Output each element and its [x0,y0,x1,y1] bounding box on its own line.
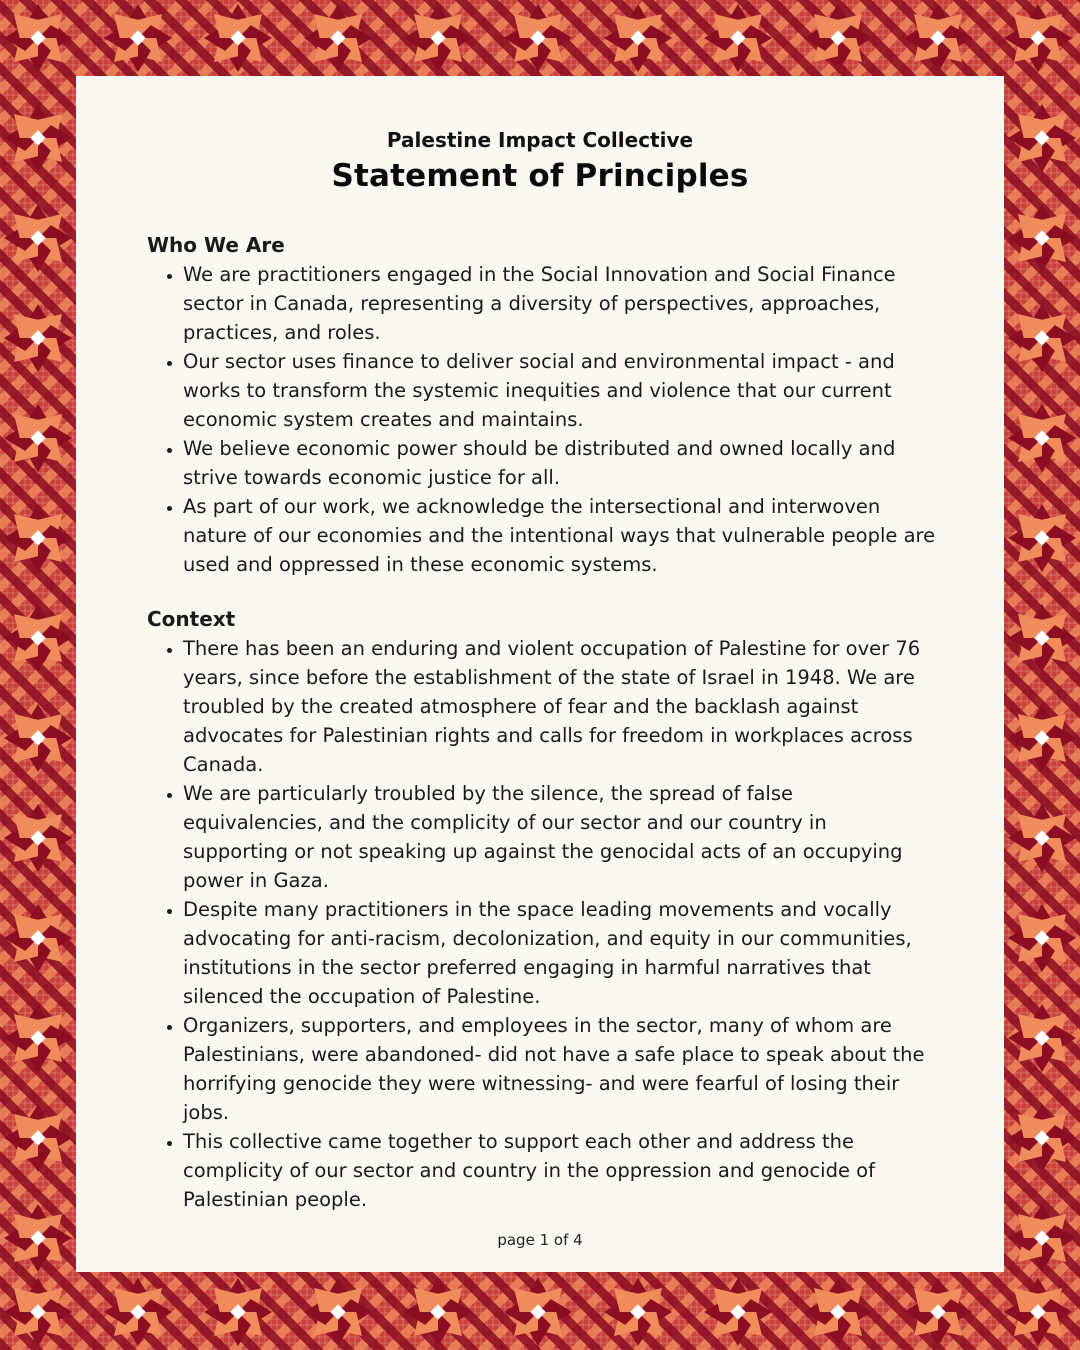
embroidery-star-icon [604,4,672,72]
embroidery-star-icon [1008,404,1076,472]
embroidery-star-icon [904,1278,972,1346]
document-page [76,76,1004,1272]
list-item: • We are practitioners engaged in the Social Innovation and Social Finance sector in Canada, representing a diversity of perspectives, approaches, practices, and roles. [183,260,937,347]
embroidery-star-icon [1008,804,1076,872]
embroidery-star-icon [1008,704,1076,772]
embroidery-star-icon [1008,304,1076,372]
embroidery-star-icon [1008,1004,1076,1072]
embroidery-star-icon [1008,104,1076,172]
embroidery-star-icon [4,604,72,672]
list-item: • We are particularly troubled by the silence, the spread of false equivalencies, and the complicity of our sector and our country in supporting or not speaking up against the genocidal acts of an occupying power in Gaza. [183,779,937,895]
list-item: • Our sector uses finance to deliver social and environmental impact - and works to transform the systemic inequities and violence that our current economic system creates and maintains. [183,347,937,434]
embroidery-star-icon [1008,604,1076,672]
embroidery-star-icon [1008,204,1076,272]
section-heading: Context [147,607,236,631]
embroidery-star-icon [1008,1204,1076,1272]
list-item: • Organizers, supporters, and employees in the sector, many of whom are Palestinians, were abandoned- did not have a safe place to speak about the horrifying genocide they were witnessing- and were fearful of losing their jobs. [183,1011,937,1127]
embroidery-star-icon [4,104,72,172]
document-header [76,128,1004,194]
embroidery-star-icon [1008,904,1076,972]
embroidery-star-icon [804,4,872,72]
embroidery-star-icon [1004,1278,1072,1346]
bullet-list [147,634,937,1214]
embroidery-star-icon [304,1278,372,1346]
embroidery-star-icon [4,904,72,972]
embroidery-star-icon [704,1278,772,1346]
page-title: Statement of Principles [331,158,749,194]
embroidery-star-icon [204,1278,272,1346]
embroidery-star-icon [404,1278,472,1346]
list-item: • Despite many practitioners in the space leading movements and vocally advocating for anti-racism, decolonization, and equity in our communities, institutions in the sector preferred engaging in harmful narratives that silenced the occupation of Palestine. [183,895,937,1011]
list-item: • As part of our work, we acknowledge the intersectional and interwoven nature of our economies and the intentional ways that vulnerable people are used and oppressed in these economic systems. [183,492,937,579]
embroidery-star-icon [4,1104,72,1172]
embroidery-star-icon [4,704,72,772]
page-number: page 1 of 4 [497,1231,583,1249]
embroidery-star-icon [4,504,72,572]
list-item: • There has been an enduring and violent occupation of Palestine for over 76 years, since before the establishment of the state of Israel in 1948. We are troubled by the created atmosphere of fear and the backlash against advocates for Palestinian rights and calls for freedom in workplaces across Canada. [183,634,937,779]
embroidery-star-icon [104,1278,172,1346]
section-who-we-are [147,232,937,579]
embroidery-star-icon [504,4,572,72]
section-heading: Who We Are [147,233,285,257]
embroidery-star-icon [1008,504,1076,572]
embroidery-star-icon [4,404,72,472]
section-context [147,606,937,1214]
embroidery-star-icon [4,804,72,872]
embroidery-star-icon [1008,1104,1076,1172]
embroidery-star-icon [1004,4,1072,72]
embroidery-star-icon [804,1278,872,1346]
embroidery-star-icon [4,1004,72,1072]
embroidery-star-icon [104,4,172,72]
bullet-list [147,260,937,579]
embroidery-star-icon [404,4,472,72]
embroidery-star-icon [4,4,72,72]
embroidery-star-icon [304,4,372,72]
embroidery-star-icon [704,4,772,72]
org-name: Palestine Impact Collective [386,128,694,152]
embroidery-star-icon [504,1278,572,1346]
list-item: • We believe economic power should be distributed and owned locally and strive towards economic justice for all. [183,434,937,492]
list-item: • This collective came together to support each other and address the complicity of our sector and country in the oppression and genocide of Palestinian people. [183,1127,937,1214]
embroidery-star-icon [604,1278,672,1346]
embroidery-star-icon [204,4,272,72]
embroidery-star-icon [4,204,72,272]
embroidery-star-icon [904,4,972,72]
embroidery-star-icon [4,304,72,372]
embroidery-star-icon [4,1278,72,1346]
document-body [147,232,937,1214]
embroidery-star-icon [4,1204,72,1272]
